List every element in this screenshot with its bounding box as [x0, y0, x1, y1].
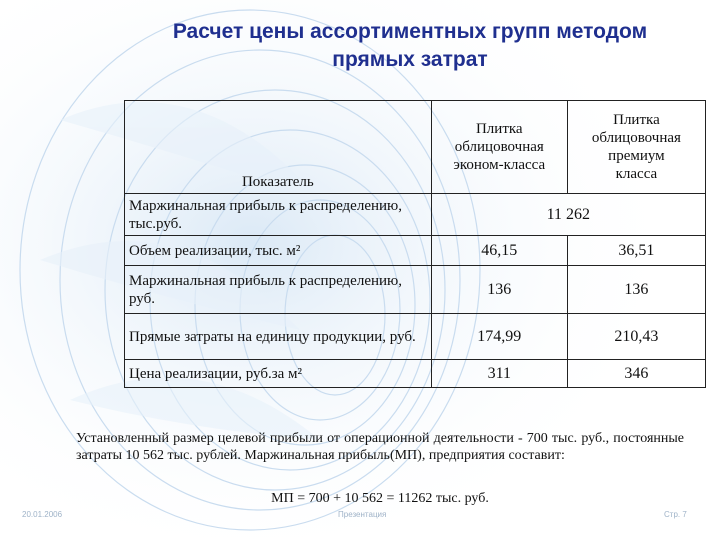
- header-indicator: Показатель: [125, 101, 432, 194]
- header-economy-line: облицовочная: [454, 139, 544, 155]
- row-label: Объем реализации, тыс. м²: [125, 236, 432, 266]
- row-value-economy: 46,15: [431, 236, 567, 266]
- row-value-premium: 36,51: [567, 236, 705, 266]
- header-economy-line: Плитка: [475, 121, 523, 137]
- footer-title: Презентация: [338, 510, 387, 519]
- table-row: [125, 314, 706, 360]
- row-label: Маржинальная прибыль к распределению, тыс.руб.: [125, 194, 432, 236]
- row-value-premium: 346: [567, 360, 705, 388]
- table-row: [125, 360, 706, 388]
- row-value-economy: 311: [431, 360, 567, 388]
- header-economy-line: эконом-класса: [453, 157, 546, 173]
- header-premium-line: Плитка: [613, 112, 660, 128]
- row-value-economy: 136: [431, 266, 567, 314]
- page-title: [110, 18, 710, 74]
- header-premium-line: премиум: [608, 148, 665, 164]
- margin-formula: МП = 700 + 10 562 = 11262 тыс. руб.: [271, 491, 489, 506]
- header-economy-tile: [431, 101, 567, 194]
- profit-note: Установленный размер целевой прибыли от операционной деятельности - 700 тыс. руб., постоянные затраты 10 562 тыс. рублей. Маржинальная прибыль(МП), предприятия составит:: [76, 431, 684, 463]
- row-value-merged: 11 262: [431, 194, 705, 236]
- row-label: Прямые затраты на единицу продукции, руб.: [125, 314, 432, 360]
- header-premium-tile: [567, 101, 705, 194]
- footer-page-number: Стр. 7: [664, 510, 687, 519]
- row-value-premium: 210,43: [567, 314, 705, 360]
- footer-date: 20.01.2006: [22, 510, 63, 519]
- header-premium-line: класса: [615, 166, 658, 182]
- page-title-line2: прямых затрат: [332, 48, 488, 71]
- table-header-row: [125, 101, 706, 194]
- table-row: [125, 236, 706, 266]
- row-value-premium: 136: [567, 266, 705, 314]
- table-row: [125, 194, 706, 236]
- page-title-line1: Расчет цены ассортиментных групп методом: [172, 20, 648, 43]
- row-label: Цена реализации, руб.за м²: [125, 360, 432, 388]
- row-label: Маржинальная прибыль к распределению, руб.: [125, 266, 432, 314]
- price-calculation-table: [124, 100, 706, 388]
- row-value-economy: 174,99: [431, 314, 567, 360]
- header-premium-line: облицовочная: [591, 130, 681, 146]
- table-row: [125, 266, 706, 314]
